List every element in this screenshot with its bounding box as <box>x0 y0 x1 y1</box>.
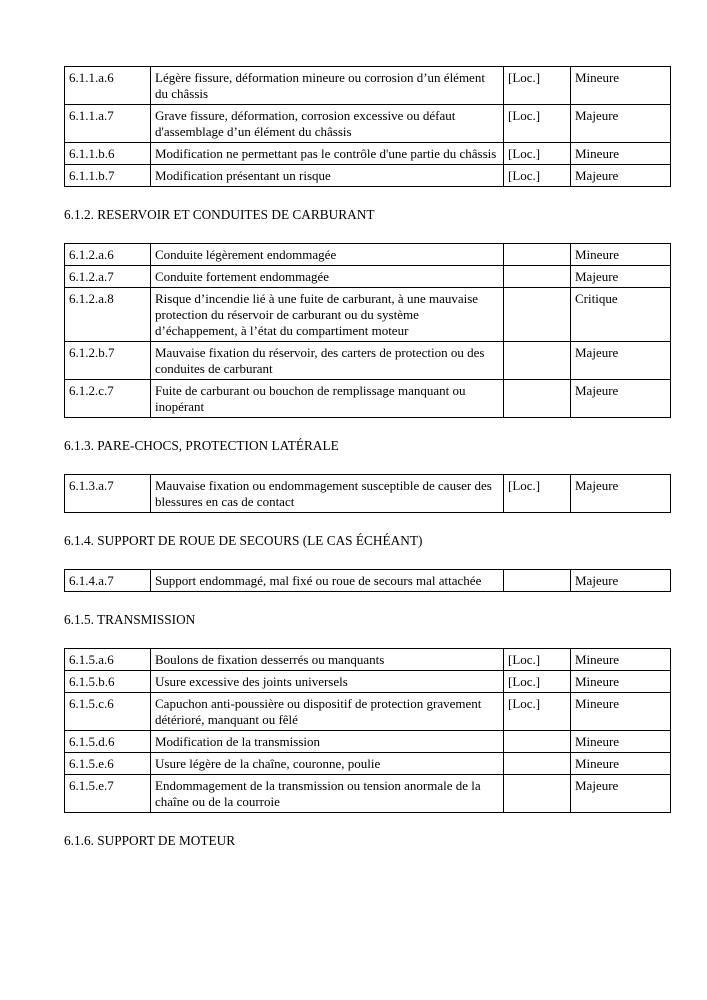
severity-cell: Mineure <box>571 244 671 266</box>
section-heading: 6.1.4. SUPPORT DE ROUE DE SECOURS (LE CAS ÉCHÉANT) <box>64 533 423 548</box>
defect-code-cell: 6.1.5.c.6 <box>65 693 151 731</box>
defect-code-cell: 6.1.2.a.8 <box>65 288 151 342</box>
defect-description-cell: Grave fissure, déformation, corrosion excessive ou défaut d'assemblage d’un élément du châssis <box>151 105 504 143</box>
severity-cell: Majeure <box>571 266 671 288</box>
table-row <box>65 570 671 592</box>
location-cell <box>504 753 571 775</box>
defect-code-cell: 6.1.1.b.7 <box>65 165 151 187</box>
severity-cell: Mineure <box>571 753 671 775</box>
table-row <box>65 105 671 143</box>
location-cell <box>504 731 571 753</box>
table-row <box>65 753 671 775</box>
defect-code-cell: 6.1.5.b.6 <box>65 671 151 693</box>
severity-cell: Majeure <box>571 570 671 592</box>
defect-description-cell: Conduite fortement endommagée <box>151 266 504 288</box>
section-block <box>64 207 670 418</box>
table-row <box>65 475 671 513</box>
severity-cell: Mineure <box>571 693 671 731</box>
defect-code-cell: 6.1.5.a.6 <box>65 649 151 671</box>
severity-cell: Mineure <box>571 649 671 671</box>
location-cell: [Loc.] <box>504 671 571 693</box>
defect-code-cell: 6.1.2.b.7 <box>65 342 151 380</box>
table-row <box>65 342 671 380</box>
section-block <box>64 612 670 813</box>
defect-description-cell: Endommagement de la transmission ou tension anormale de la chaîne ou de la courroie <box>151 775 504 813</box>
severity-cell: Majeure <box>571 342 671 380</box>
defect-description-cell: Usure légère de la chaîne, couronne, poulie <box>151 753 504 775</box>
location-cell <box>504 288 571 342</box>
severity-cell: Majeure <box>571 165 671 187</box>
defects-table <box>64 474 671 513</box>
defects-table <box>64 66 671 187</box>
location-cell <box>504 244 571 266</box>
defect-code-cell: 6.1.5.e.7 <box>65 775 151 813</box>
severity-cell: Majeure <box>571 475 671 513</box>
table-row <box>65 649 671 671</box>
table-row <box>65 731 671 753</box>
severity-cell: Critique <box>571 288 671 342</box>
defects-table <box>64 243 671 418</box>
defects-table <box>64 569 671 592</box>
section-heading: 6.1.5. TRANSMISSION <box>64 612 196 627</box>
defect-description-cell: Modification présentant un risque <box>151 165 504 187</box>
severity-cell: Mineure <box>571 671 671 693</box>
severity-cell: Majeure <box>571 775 671 813</box>
defect-code-cell: 6.1.3.a.7 <box>65 475 151 513</box>
severity-cell: Majeure <box>571 380 671 418</box>
defect-code-cell: 6.1.2.a.7 <box>65 266 151 288</box>
table-row <box>65 693 671 731</box>
severity-cell: Majeure <box>571 105 671 143</box>
defect-description-cell: Conduite légèrement endommagée <box>151 244 504 266</box>
defect-code-cell: 6.1.2.a.6 <box>65 244 151 266</box>
location-cell: [Loc.] <box>504 105 571 143</box>
defect-code-cell: 6.1.1.a.7 <box>65 105 151 143</box>
defect-code-cell: 6.1.5.e.6 <box>65 753 151 775</box>
location-cell: [Loc.] <box>504 693 571 731</box>
defect-code-cell: 6.1.4.a.7 <box>65 570 151 592</box>
section-block <box>64 833 670 849</box>
defect-code-cell: 6.1.5.d.6 <box>65 731 151 753</box>
location-cell <box>504 775 571 813</box>
document-page <box>64 66 670 849</box>
defect-description-cell: Boulons de fixation desserrés ou manquants <box>151 649 504 671</box>
severity-cell: Mineure <box>571 731 671 753</box>
defects-table <box>64 648 671 813</box>
defect-description-cell: Légère fissure, déformation mineure ou corrosion d’un élément du châssis <box>151 67 504 105</box>
severity-cell: Mineure <box>571 67 671 105</box>
defect-description-cell: Mauvaise fixation du réservoir, des carters de protection ou des conduites de carburant <box>151 342 504 380</box>
table-row <box>65 143 671 165</box>
table-row <box>65 775 671 813</box>
location-cell: [Loc.] <box>504 475 571 513</box>
section-heading: 6.1.3. PARE-CHOCS, PROTECTION LATÉRALE <box>64 438 339 453</box>
defect-description-cell: Modification ne permettant pas le contrôle d'une partie du châssis <box>151 143 504 165</box>
table-row <box>65 67 671 105</box>
defect-description-cell: Usure excessive des joints universels <box>151 671 504 693</box>
section-block <box>64 66 670 187</box>
location-cell: [Loc.] <box>504 143 571 165</box>
section-heading: 6.1.2. RESERVOIR ET CONDUITES DE CARBURANT <box>64 207 375 222</box>
location-cell <box>504 342 571 380</box>
severity-cell: Mineure <box>571 143 671 165</box>
defect-code-cell: 6.1.2.c.7 <box>65 380 151 418</box>
defect-description-cell: Support endommagé, mal fixé ou roue de secours mal attachée <box>151 570 504 592</box>
defect-code-cell: 6.1.1.a.6 <box>65 67 151 105</box>
defect-description-cell: Mauvaise fixation ou endommagement susceptible de causer des blessures en cas de contact <box>151 475 504 513</box>
section-heading: 6.1.6. SUPPORT DE MOTEUR <box>64 833 236 848</box>
table-row <box>65 671 671 693</box>
table-row <box>65 288 671 342</box>
table-row <box>65 266 671 288</box>
section-block <box>64 438 670 513</box>
defect-description-cell: Capuchon anti-poussière ou dispositif de protection gravement détérioré, manquant ou fêlé <box>151 693 504 731</box>
location-cell: [Loc.] <box>504 649 571 671</box>
defect-code-cell: 6.1.1.b.6 <box>65 143 151 165</box>
section-block <box>64 533 670 592</box>
location-cell <box>504 266 571 288</box>
table-row <box>65 244 671 266</box>
defect-description-cell: Modification de la transmission <box>151 731 504 753</box>
table-row <box>65 380 671 418</box>
table-row <box>65 165 671 187</box>
location-cell: [Loc.] <box>504 67 571 105</box>
location-cell: [Loc.] <box>504 165 571 187</box>
location-cell <box>504 570 571 592</box>
defect-description-cell: Risque d’incendie lié à une fuite de carburant, à une mauvaise protection du réservoir de carburant ou du système d’échappement, à l’état du compartiment moteur <box>151 288 504 342</box>
defect-description-cell: Fuite de carburant ou bouchon de remplissage manquant ou inopérant <box>151 380 504 418</box>
location-cell <box>504 380 571 418</box>
